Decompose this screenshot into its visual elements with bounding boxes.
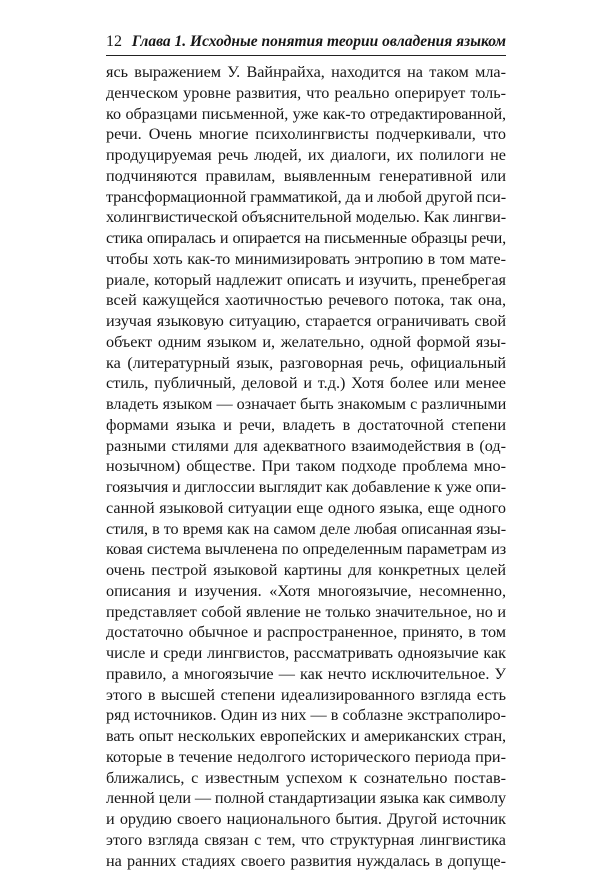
text-line: числе и среди лингвистов, рассматривать одноязычие как bbox=[106, 643, 506, 664]
text-line: очень пестрой языковой картины для конкретных целей bbox=[106, 560, 506, 581]
text-line: ближались, с известным успехом к сознательно постав- bbox=[106, 768, 506, 789]
text-line: правило, а многоязычие — как нечто исключительное. У bbox=[106, 664, 506, 685]
text-line: этого в высшей степени идеализированного взгляда есть bbox=[106, 685, 506, 706]
text-line: владеть языком — означает быть знакомым с различными bbox=[106, 394, 506, 415]
text-line: достаточно обычное и распространенное, принято, в том bbox=[106, 622, 506, 643]
text-line: стиль, публичный, деловой и т.д.) Хотя более или менее bbox=[106, 373, 506, 394]
text-line: подчиняются правилам, выявленным генеративной или bbox=[106, 166, 506, 187]
page-header bbox=[106, 30, 506, 54]
text-line: представляет собой явление не только значительное, но и bbox=[106, 602, 506, 623]
text-line: разными стилями для адекватного взаимодействия в (од- bbox=[106, 436, 506, 457]
text-line: объект одним языком и, желательно, одной формой язы- bbox=[106, 332, 506, 353]
text-line: речи. Очень многие психолингвисты подчеркивали, что bbox=[106, 124, 506, 145]
text-line: вать опыт нескольких европейских и американских стран, bbox=[106, 726, 506, 747]
text-line: этого взгляда связан с тем, что структурная лингвистика bbox=[106, 830, 506, 851]
text-line: ковая система вычленена по определенным параметрам из bbox=[106, 539, 506, 560]
text-line: нозычном) обществе. При таком подходе проблема мно- bbox=[106, 456, 506, 477]
text-line: стиля, в то время как на самом деле любая описанная язы- bbox=[106, 519, 506, 540]
text-line: формами языка и речи, владеть в достаточной степени bbox=[106, 415, 506, 436]
text-line: ко образцами письменной, уже как-то отредактированной, bbox=[106, 104, 506, 125]
text-line: санной языковой ситуации еще одного языка, еще одного bbox=[106, 498, 506, 519]
text-line: денческом уровне развития, что реально оперирует толь- bbox=[106, 83, 506, 104]
text-line: изучая языковую ситуацию, старается ограничивать свой bbox=[106, 311, 506, 332]
text-line: стика опиралась и опирается на письменные образцы речи, bbox=[106, 228, 506, 249]
text-line: чтобы хоть как-то минимизировать энтропию в том мате- bbox=[106, 249, 506, 270]
text-line: ка (литературный язык, разговорная речь, официальный bbox=[106, 353, 506, 374]
text-line: описания и изучения. «Хотя многоязычие, несомненно, bbox=[106, 581, 506, 602]
text-line: холингвистической объяснительной моделью. Как лингви- bbox=[106, 207, 506, 228]
running-title: Глава 1. Исходные понятия теории овладения языком bbox=[132, 30, 506, 54]
text-line: гоязычия и диглоссии выглядит как добавление к уже опи- bbox=[106, 477, 506, 498]
text-line: трансформационной грамматикой, да и любой другой пси- bbox=[106, 187, 506, 208]
text-line: всей кажущейся хаотичностью речевого потока, так она, bbox=[106, 290, 506, 311]
text-line: ясь выражением У. Вайнрайха, находится на таком мла- bbox=[106, 62, 506, 83]
text-line: и орудию своего национального бытия. Другой источник bbox=[106, 809, 506, 830]
page-number: 12 bbox=[106, 30, 122, 54]
text-line: ленной цели — полной стандартизации языка как символу bbox=[106, 788, 506, 809]
text-line: на ранних стадиях своего развития нуждалась в допуще- bbox=[106, 851, 506, 871]
text-line: риале, который надлежит описать и изучить, пренебрегая bbox=[106, 270, 506, 291]
text-line: продуцируемая речь людей, их диалоги, их полилоги не bbox=[106, 145, 506, 166]
header-rule bbox=[106, 55, 506, 56]
text-line: ряд источников. Один из них — в соблазне экстраполиро- bbox=[106, 705, 506, 726]
text-line: которые в течение недолгого исторического периода при- bbox=[106, 747, 506, 768]
